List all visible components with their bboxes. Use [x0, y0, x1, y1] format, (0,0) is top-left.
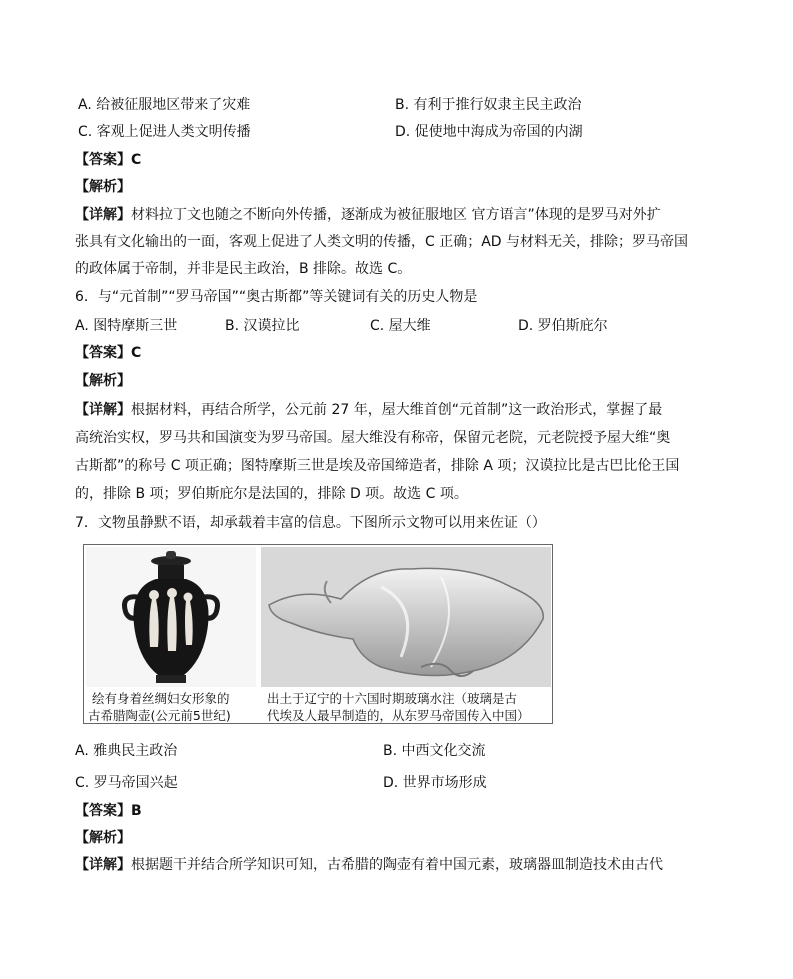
glass-caption-line-2: 代埃及人最早制造的，从东罗马帝国传入中国） [267, 708, 530, 723]
q7-detail-line-1 [75, 855, 663, 875]
answer-tag: 【答案】 [75, 345, 131, 361]
q6-option-c: C. 屋大维 [370, 318, 431, 334]
detail-tag: 【详解】 [75, 402, 131, 418]
glass-vessel-image [261, 547, 551, 687]
answer-tag: 【答案】 [75, 152, 131, 168]
q7-option-d: D. 世界市场形成 [383, 775, 487, 791]
q6-option-b: B. 汉谟拉比 [225, 318, 300, 334]
q6-option-d: D. 罗伯斯庇尔 [518, 318, 608, 334]
q5-detail-line-2: 张具有文化输出的一面，客观上促进了人类文明的传播，C 正确；AD 与材料无关，排除；罗马帝国 [75, 234, 689, 250]
detail-tag: 【详解】 [75, 207, 131, 223]
analysis-tag: 【解析】 [75, 830, 131, 846]
detail-text: 根据题干并结合所学知识可知，古希腊的陶壶有着中国元素，玻璃器皿制造技术由古代 [131, 857, 663, 873]
detail-text: 材料拉丁文也随之不断向外传播，逐渐成为被征服地区 官方语言”体现的是罗马对外扩 [131, 207, 661, 223]
answer-value: C [131, 345, 142, 361]
q6-detail-line-2: 高统治实权，罗马共和国演变为罗马帝国。屋大维没有称帝，保留元老院，元老院授予屋大维“奥 [75, 430, 671, 446]
q7-option-c: C. 罗马帝国兴起 [75, 775, 178, 791]
artifact-figure [83, 544, 553, 724]
q7-option-a: A. 雅典民主政治 [75, 743, 178, 759]
q6-analysis-tag [75, 371, 131, 391]
detail-text: 根据材料，再结合所学，公元前 27 年，屋大维首创“元首制”这一政治形式，掌握了最 [131, 402, 663, 418]
q5-option-a: A. 给被征服地区带来了灾难 [78, 97, 251, 113]
q5-option-b: B. 有利于推行奴隶主民主政治 [395, 97, 582, 113]
q6-detail-line-1 [75, 400, 662, 420]
glass-caption-line-1: 出土于辽宁的十六国时期玻璃水注（玻璃是古 [267, 691, 518, 706]
q6-detail-line-4: 的，排除 B 项；罗伯斯庇尔是法国的，排除 D 项。故选 C 项。 [75, 486, 468, 502]
q6-answer [75, 343, 141, 363]
q5-detail-line-3: 的政体属于帝制，并非是民主政治，B 排除。故选 C。 [75, 261, 412, 277]
answer-value: B [131, 803, 142, 819]
q5-option-d: D. 促使地中海成为帝国的内湖 [395, 124, 583, 140]
q5-analysis-tag [75, 177, 131, 197]
greek-vase-image [86, 547, 256, 687]
q6-stem: 6．与“元首制”“罗马帝国”“奥古斯都”等关键词有关的历史人物是 [75, 289, 478, 305]
vase-caption-line-1: 绘有身着丝绸妇女形象的 [92, 691, 230, 706]
analysis-tag: 【解析】 [75, 179, 131, 195]
glass-vessel-illustration [261, 547, 551, 687]
q7-analysis-tag [75, 828, 131, 848]
analysis-tag: 【解析】 [75, 373, 131, 389]
answer-tag: 【答案】 [75, 803, 131, 819]
q7-answer [75, 801, 142, 821]
q6-detail-line-3: 古斯都”的称号 C 项正确；图特摩斯三世是埃及帝国缔造者，排除 A 项；汉谟拉比是古巴比伦王国 [75, 458, 680, 474]
vase-caption-line-2: 古希腊陶壶(公元前5世纪) [88, 708, 231, 723]
q5-detail-line-1 [75, 205, 661, 225]
q5-option-c: C. 客观上促进人类文明传播 [78, 124, 251, 140]
q7-option-b: B. 中西文化交流 [383, 743, 486, 759]
detail-tag: 【详解】 [75, 857, 131, 873]
q7-stem: 7．文物虽静默不语，却承载着丰富的信息。下图所示文物可以用来佐证（） [75, 515, 546, 531]
vase-illustration [86, 547, 256, 687]
q5-answer [75, 150, 141, 170]
answer-value: C [131, 152, 142, 168]
q6-option-a: A. 图特摩斯三世 [75, 318, 178, 334]
